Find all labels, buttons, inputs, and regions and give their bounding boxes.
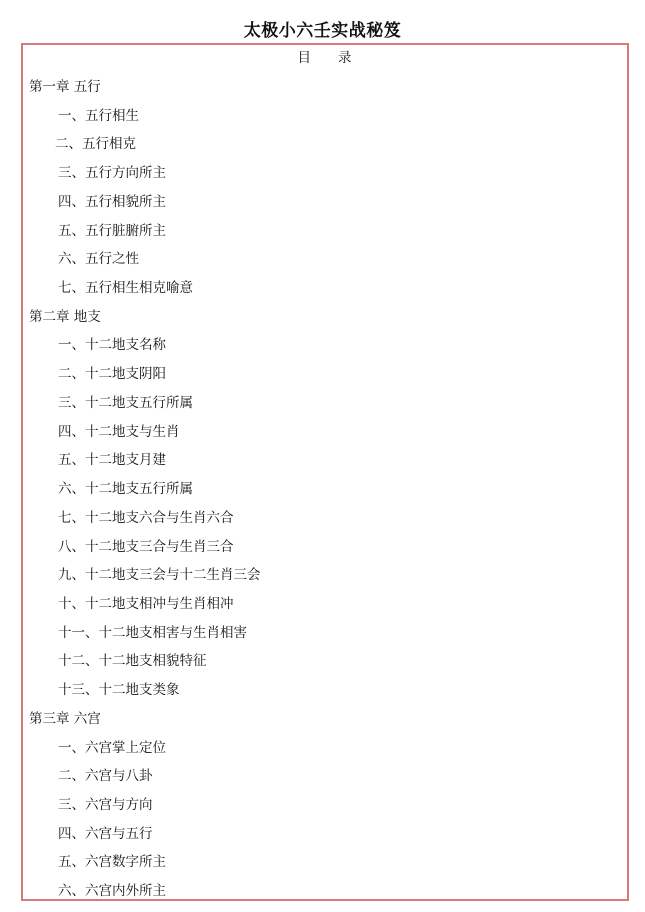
- toc-section-entry: 一、六宫掌上定位: [58, 739, 166, 756]
- document-title: 太极小六壬实战秘笈: [243, 21, 402, 41]
- toc-chapter-entry: 第二章 地支: [29, 308, 101, 325]
- toc-section-entry: 三、十二地支五行所属: [58, 394, 193, 411]
- toc-section-entry: 四、六宫与五行: [58, 825, 153, 842]
- toc-section-entry: 三、五行方向所主: [58, 165, 166, 182]
- toc-section-entry: 五、五行脏腑所主: [58, 222, 166, 239]
- toc-section-entry: 一、十二地支名称: [58, 337, 166, 354]
- toc-section-entry: 十一、十二地支相害与生肖相害: [58, 624, 247, 641]
- toc-section-entry: 三、六宫与方向: [58, 796, 153, 813]
- toc-section-entry: 一、五行相生: [58, 107, 139, 124]
- table-of-contents-frame: [21, 43, 629, 901]
- toc-section-entry: 六、十二地支五行所属: [58, 481, 193, 498]
- toc-section-entry: 十、十二地支相冲与生肖相冲: [58, 595, 234, 612]
- toc-section-entry: 二、六宫与八卦: [58, 768, 153, 785]
- toc-section-entry: 四、五行相貌所主: [58, 193, 166, 210]
- toc-section-entry: 二、五行相克: [55, 136, 136, 153]
- toc-chapter-entry: 第一章 五行: [29, 79, 101, 95]
- toc-heading: [23, 49, 627, 67]
- toc-heading-right: 录: [338, 50, 353, 66]
- toc-heading-left: 目: [297, 50, 312, 66]
- toc-chapter-entry: 第三章 六宫: [29, 710, 101, 727]
- toc-section-entry: 七、十二地支六合与生肖六合: [58, 509, 234, 526]
- toc-section-entry: 六、六宫内外所主: [58, 883, 166, 900]
- toc-section-entry: 六、五行之性: [58, 251, 139, 268]
- toc-list: [23, 77, 627, 910]
- toc-section-entry: 七、五行相生相克喻意: [58, 280, 193, 297]
- toc-section-entry: 十二、十二地支相貌特征: [58, 653, 207, 670]
- toc-section-entry: 九、十二地支三会与十二生肖三会: [58, 567, 261, 584]
- toc-section-entry: 十三、十二地支类象: [58, 682, 180, 699]
- toc-section-entry: 五、六宫数字所主: [58, 854, 166, 871]
- toc-section-entry: 五、十二地支月建: [58, 452, 166, 469]
- toc-section-entry: 四、十二地支与生肖: [58, 423, 180, 440]
- toc-section-entry: 二、十二地支阴阳: [58, 366, 166, 383]
- toc-section-entry: 八、十二地支三合与生肖三合: [58, 538, 234, 555]
